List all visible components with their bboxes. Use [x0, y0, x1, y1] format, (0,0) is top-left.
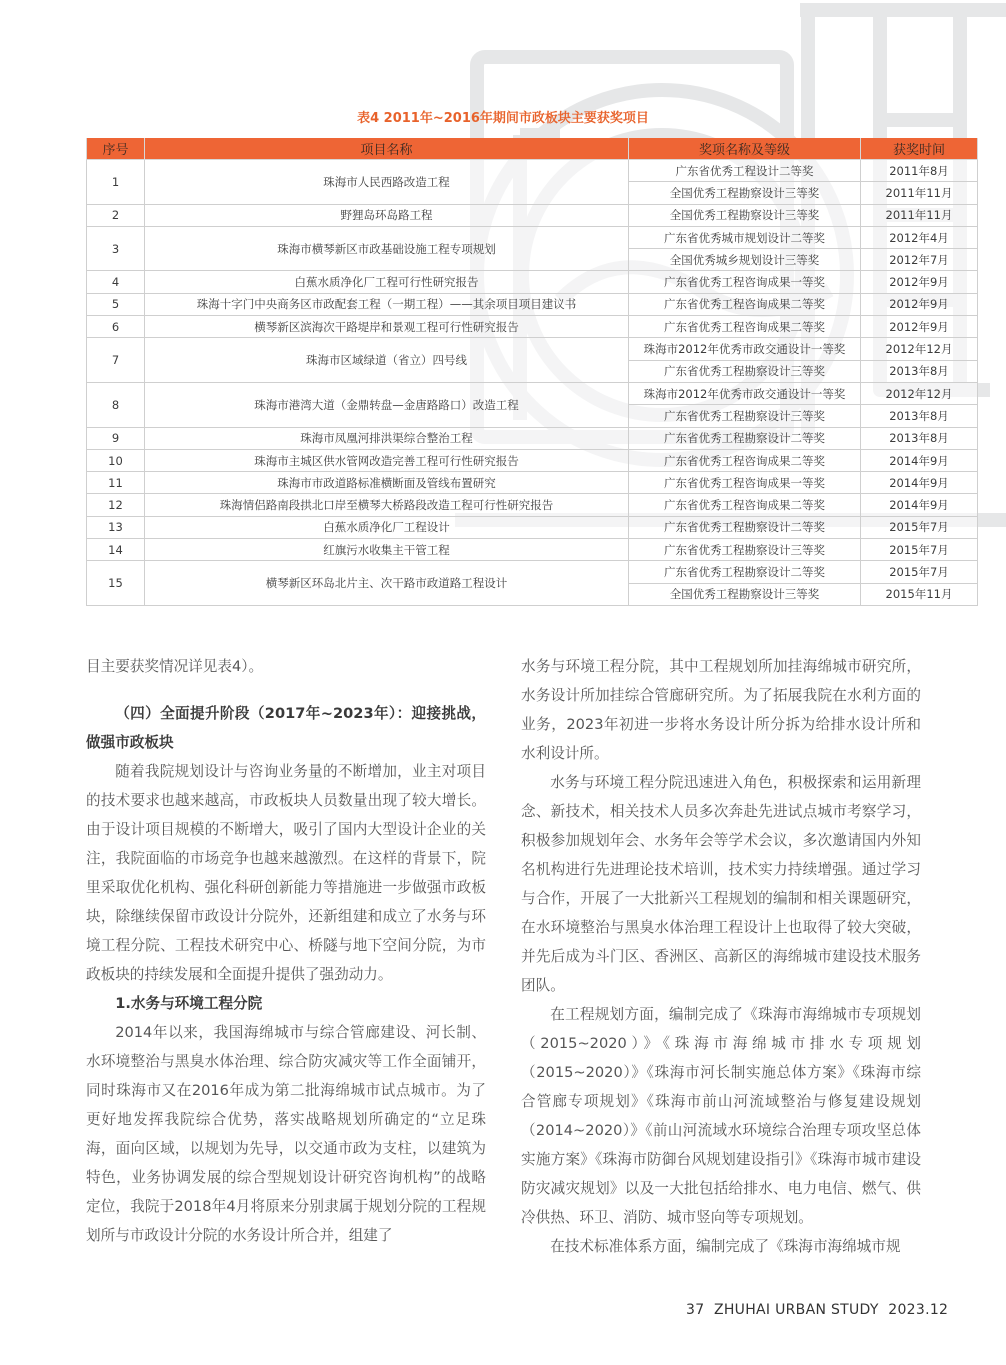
cell-project: 横琴新区滨海次干路堤岸和景观工程可行性研究报告 — [145, 316, 629, 338]
cell-date: 2013年8月 — [861, 427, 978, 449]
cell-project: 珠海市横琴新区市政基础设施工程专项规划 — [145, 226, 629, 271]
table-row — [87, 427, 978, 449]
cell-date: 2012年9月 — [861, 271, 978, 293]
cell-no: 11 — [87, 472, 145, 494]
cell-award: 广东省优秀工程咨询成果二等奖 — [629, 494, 861, 516]
subsection-heading: 1.水务与环境工程分院 — [115, 995, 263, 1012]
cell-award: 广东省优秀工程勘察设计三等奖 — [629, 539, 861, 561]
paragraph: 随着我院规划设计与咨询业务量的不断增加，业主对项目的技术要求也越来越高，市政板块人员数量出现了较大增长。由于设计项目规模的不断增大，吸引了国内大型设计企业的关注，我院面临的市场竞争也越来越激烈。在这样的背景下，院里采取优化机构、强化科研创新能力等措施进一步做强市政板块，除继续保留市政设计分院外，还新组建和成立了水务与环境工程分院、工程技术研究中心、桥隧与地下空间分院，为市政板块的持续发展和全面提升提供了强劲动力。 — [86, 763, 486, 983]
journal-name: ZHUHAI URBAN STUDY — [713, 1302, 879, 1318]
cell-award: 广东省优秀城市规划设计二等奖 — [629, 226, 861, 248]
cell-date: 2014年9月 — [861, 449, 978, 471]
paragraph-continued: 水务与环境工程分院，其中工程规划所加挂海绵城市研究所，水务设计所加挂综合管廊研究所。为了拓展我院在水利方面的业务，2023年初进一步将水务设计所分拆为给排水设计所和水利设计所。 — [521, 658, 921, 762]
cell-award: 珠海市2012年优秀市政交通设计一等奖 — [629, 338, 861, 360]
cell-date: 2015年7月 — [861, 516, 978, 538]
table-row — [87, 204, 978, 226]
cell-project: 白蕉水质净化厂工程可行性研究报告 — [145, 271, 629, 293]
cell-project: 珠海情侣路南段拱北口岸至横琴大桥路段改造工程可行性研究报告 — [145, 494, 629, 516]
page-footer — [686, 1302, 948, 1318]
cell-project: 横琴新区环岛北片主、次干路市政道路工程设计 — [145, 561, 629, 606]
cell-project: 珠海市港湾大道（金鼎转盘—金唐路路口）改造工程 — [145, 382, 629, 427]
cell-no: 2 — [87, 204, 145, 226]
header-no: 序号 — [87, 138, 145, 160]
cell-date: 2015年7月 — [861, 561, 978, 583]
cell-project: 珠海市区域绿道（省立）四号线 — [145, 338, 629, 383]
cell-project: 珠海市凤凰河排洪渠综合整治工程 — [145, 427, 629, 449]
cell-project: 珠海市主城区供水管网改造完善工程可行性研究报告 — [145, 449, 629, 471]
cell-date: 2012年4月 — [861, 226, 978, 248]
cell-award: 广东省优秀工程咨询成果二等奖 — [629, 293, 861, 315]
table-row — [87, 382, 978, 404]
paragraph: 在技术标准体系方面，编制完成了《珠海市海绵城市规 — [550, 1238, 901, 1255]
header-award: 奖项名称及等级 — [629, 138, 861, 160]
cell-date: 2013年8月 — [861, 360, 978, 382]
left-column — [86, 652, 486, 1250]
cell-award: 广东省优秀工程勘察设计二等奖 — [629, 427, 861, 449]
cell-no: 9 — [87, 427, 145, 449]
cell-project: 红旗污水收集主干管工程 — [145, 539, 629, 561]
table-row — [87, 338, 978, 360]
table-row — [87, 226, 978, 248]
cell-no: 5 — [87, 293, 145, 315]
cell-award: 全国优秀城乡规划设计三等奖 — [629, 249, 861, 271]
cell-no: 6 — [87, 316, 145, 338]
cell-award: 广东省优秀工程勘察设计二等奖 — [629, 516, 861, 538]
table-title: 表4 2011年~2016年期间市政板块主要获奖项目 — [357, 111, 649, 126]
awards-table — [86, 138, 978, 606]
table-row — [87, 449, 978, 471]
table-row — [87, 516, 978, 538]
cell-date: 2011年11月 — [861, 204, 978, 226]
cell-date: 2011年11月 — [861, 182, 978, 204]
cell-date: 2012年9月 — [861, 316, 978, 338]
right-column — [521, 652, 921, 1261]
paragraph: 在工程规划方面，编制完成了《珠海市海绵城市专项规划（2015~2020）》《珠海市海绵城市排水专项规划（2015~2020）》《珠海市河长制实施总体方案》《珠海市综合管廊专项规划》《珠海市前山河流域整治与修复建设规划（2014~2020）》《前山河流域水环境综合治理专项攻坚总体实施方案》《珠海市防御台风规划建设指引》《珠海市城市建设防灾减灾规划》以及一大批包括给排水、电力电信、燃气、供冷供热、环卫、消防、城市竖向等专项规划。 — [521, 1006, 921, 1226]
table-row — [87, 494, 978, 516]
cell-date: 2015年7月 — [861, 539, 978, 561]
cell-no: 1 — [87, 160, 145, 205]
cell-project: 珠海市市政道路标准横断面及管线布置研究 — [145, 472, 629, 494]
issue-date: 2023.12 — [888, 1302, 949, 1318]
cell-project: 野狸岛环岛路工程 — [145, 204, 629, 226]
cell-award: 广东省优秀工程咨询成果一等奖 — [629, 472, 861, 494]
cell-date: 2011年8月 — [861, 160, 978, 182]
cell-project: 珠海市人民西路改造工程 — [145, 160, 629, 205]
paragraph-continued: 目主要获奖情况详见表4）。 — [86, 658, 264, 675]
cell-date: 2014年9月 — [861, 494, 978, 516]
paragraph: 2014年以来，我国海绵城市与综合管廊建设、河长制、水环境整治与黑臭水体治理、综合防灾减灾等工作全面铺开，同时珠海市又在2016年成为第二批海绵城市试点城市。为了更好地发挥我院综合优势，落实战略规划所确定的“立足珠海，面向区域，以规划为先导，以交通市政为支柱，以建筑为特色，业务协调发展的综合型规划设计研究咨询机构”的战略定位，我院于2018年4月将原来分别隶属于规划分院的工程规划所与市政设计分院的水务设计所合并，组建了 — [86, 1024, 486, 1244]
table-body — [87, 160, 978, 606]
table-row — [87, 316, 978, 338]
cell-project: 白蕉水质净化厂工程设计 — [145, 516, 629, 538]
cell-award: 广东省优秀工程勘察设计三等奖 — [629, 360, 861, 382]
cell-date: 2012年9月 — [861, 293, 978, 315]
cell-award: 广东省优秀工程咨询成果二等奖 — [629, 449, 861, 471]
table-row — [87, 561, 978, 583]
cell-award: 全国优秀工程勘察设计三等奖 — [629, 182, 861, 204]
cell-no: 14 — [87, 539, 145, 561]
cell-date: 2012年7月 — [861, 249, 978, 271]
cell-no: 3 — [87, 226, 145, 271]
page-number: 37 — [686, 1302, 705, 1318]
cell-date: 2012年12月 — [861, 382, 978, 404]
cell-no: 4 — [87, 271, 145, 293]
cell-award: 全国优秀工程勘察设计三等奖 — [629, 204, 861, 226]
table-header-row — [87, 138, 978, 160]
section-heading: （四）全面提升阶段（2017年~2023年）：迎接挑战，做强市政板块 — [86, 705, 486, 751]
header-project: 项目名称 — [145, 138, 629, 160]
cell-date: 2014年9月 — [861, 472, 978, 494]
cell-award: 珠海市2012年优秀市政交通设计一等奖 — [629, 382, 861, 404]
table-row — [87, 160, 978, 182]
cell-date: 2012年12月 — [861, 338, 978, 360]
table-row — [87, 293, 978, 315]
table-row — [87, 271, 978, 293]
cell-award: 全国优秀工程勘察设计三等奖 — [629, 583, 861, 605]
paragraph: 水务与环境工程分院迅速进入角色，积极探索和运用新理念、新技术，相关技术人员多次奔赴先进试点城市考察学习，积极参加规划年会、水务年会等学术会议，多次邀请国内外知名机构进行先进理论技术培训，技术实力持续增强。通过学习与合作，开展了一大批新兴工程规划的编制和相关课题研究，在水环境整治与黑臭水体治理工程设计上也取得了较大突破，并先后成为斗门区、香洲区、高新区的海绵城市建设技术服务团队。 — [521, 774, 921, 994]
cell-award: 广东省优秀工程咨询成果二等奖 — [629, 316, 861, 338]
table-row — [87, 472, 978, 494]
header-date: 获奖时间 — [861, 138, 978, 160]
cell-no: 8 — [87, 382, 145, 427]
cell-no: 7 — [87, 338, 145, 383]
cell-no: 15 — [87, 561, 145, 606]
cell-award: 广东省优秀工程勘察设计二等奖 — [629, 561, 861, 583]
table-row — [87, 539, 978, 561]
cell-no: 13 — [87, 516, 145, 538]
cell-award: 广东省优秀工程咨询成果一等奖 — [629, 271, 861, 293]
cell-award: 广东省优秀工程设计二等奖 — [629, 160, 861, 182]
cell-project: 珠海十字门中央商务区市政配套工程（一期工程）——其余项目项目建议书 — [145, 293, 629, 315]
cell-date: 2013年8月 — [861, 405, 978, 427]
cell-no: 12 — [87, 494, 145, 516]
cell-date: 2015年11月 — [861, 583, 978, 605]
cell-no: 10 — [87, 449, 145, 471]
cell-award: 广东省优秀工程勘察设计三等奖 — [629, 405, 861, 427]
